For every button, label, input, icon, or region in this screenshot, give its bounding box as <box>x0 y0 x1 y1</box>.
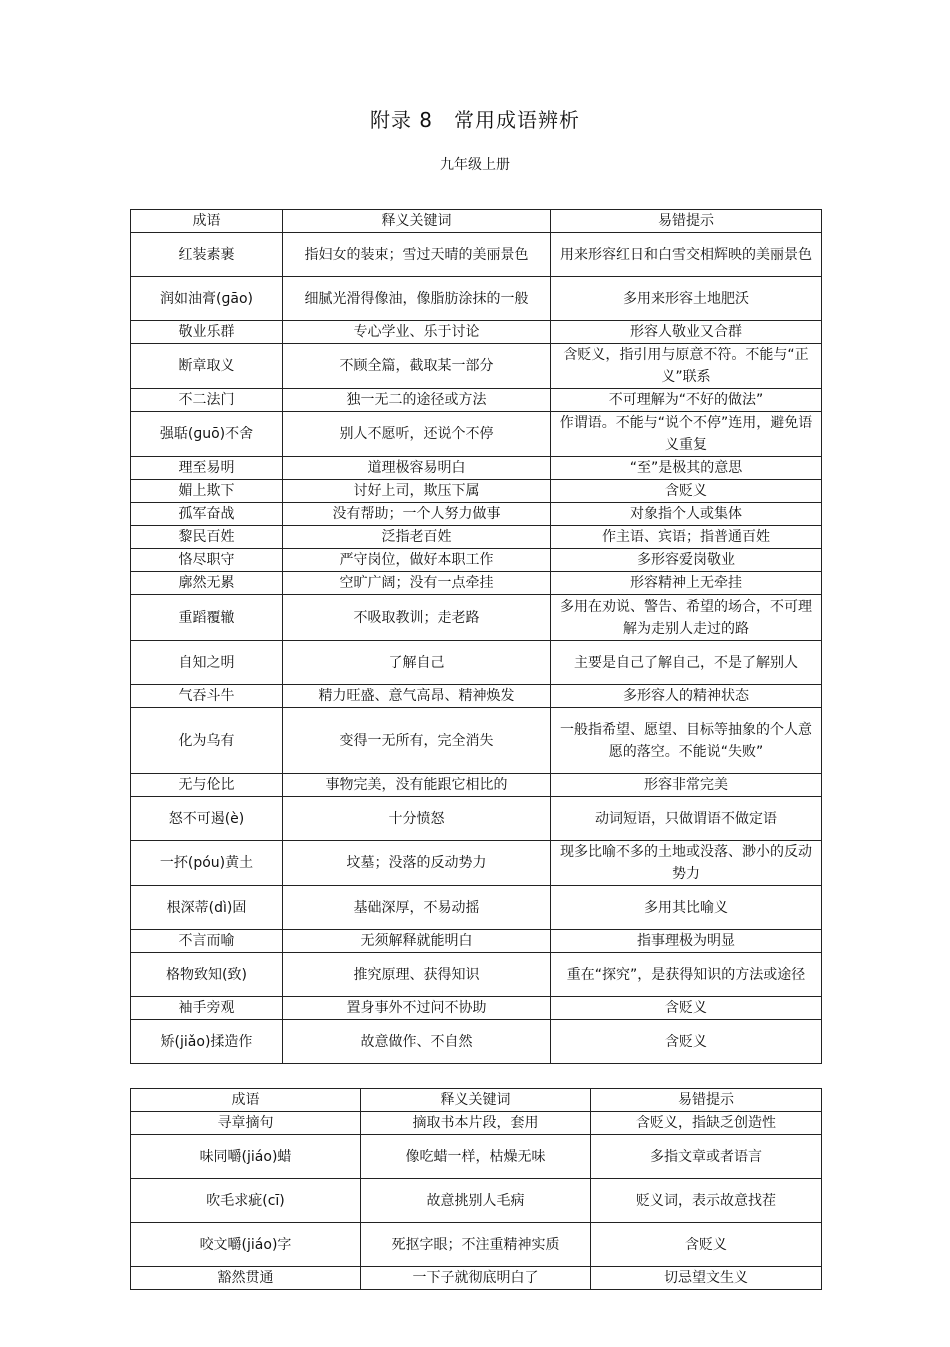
tip-cell: 形容非常完美 <box>551 774 822 797</box>
meaning-cell: 摘取书本片段，套用 <box>361 1112 591 1135</box>
idiom-cell: 黎民百姓 <box>131 526 283 549</box>
table-row <box>131 457 822 480</box>
idiom-cell: 不二法门 <box>131 389 283 412</box>
idiom-cell: 自知之明 <box>131 641 283 685</box>
idiom-cell: 吹毛求疵(cī) <box>131 1179 361 1223</box>
table-row <box>131 389 822 412</box>
idiom-cell: 咬文嚼(jiáo)字 <box>131 1223 361 1267</box>
meaning-cell: 没有帮助；一个人努力做事 <box>283 503 551 526</box>
tip-cell: 不可理解为“不好的做法” <box>551 389 822 412</box>
tip-cell: 用来形容红日和白雪交相辉映的美丽景色 <box>551 233 822 277</box>
table-row <box>131 595 822 641</box>
table-row <box>131 1179 822 1223</box>
idiom-cell: 重蹈覆辙 <box>131 595 283 641</box>
table-row <box>131 774 822 797</box>
tip-cell: 形容精神上无牵挂 <box>551 572 822 595</box>
tip-cell: 含贬义 <box>551 1020 822 1064</box>
meaning-cell: 专心学业、乐于讨论 <box>283 321 551 344</box>
meaning-cell: 死抠字眼；不注重精神实质 <box>361 1223 591 1267</box>
meaning-cell: 推究原理、获得知识 <box>283 953 551 997</box>
column-header: 释义关键词 <box>361 1089 591 1112</box>
tip-cell: 多用来形容土地肥沃 <box>551 277 822 321</box>
idiom-cell: 袖手旁观 <box>131 997 283 1020</box>
table-row <box>131 1020 822 1064</box>
page-title: 附录 8 常用成语辨析 <box>369 108 581 132</box>
tip-cell: 作主语、宾语；指普通百姓 <box>551 526 822 549</box>
table-row <box>131 641 822 685</box>
idiom-cell: 根深蒂(dì)固 <box>131 886 283 930</box>
table-row <box>131 708 822 774</box>
idiom-cell: 断章取义 <box>131 344 283 389</box>
table-row <box>131 572 822 595</box>
idiom-cell: 强聒(ɡuō)不舍 <box>131 412 283 457</box>
tip-cell: 多指文章或者语言 <box>591 1135 822 1179</box>
idiom-cell: 不言而喻 <box>131 930 283 953</box>
idiom-cell: 气吞斗牛 <box>131 685 283 708</box>
idiom-cell: 豁然贯通 <box>131 1267 361 1290</box>
column-header: 释义关键词 <box>283 210 551 233</box>
tip-cell: 多形容爱岗敬业 <box>551 549 822 572</box>
idiom-cell: 敬业乐群 <box>131 321 283 344</box>
table-row <box>131 526 822 549</box>
meaning-cell: 了解自己 <box>283 641 551 685</box>
table-row <box>131 344 822 389</box>
idiom-cell: 孤军奋战 <box>131 503 283 526</box>
tip-cell: 主要是自己了解自己，不是了解别人 <box>551 641 822 685</box>
column-header: 成语 <box>131 1089 361 1112</box>
table-row <box>131 1135 822 1179</box>
meaning-cell: 不吸取教训；走老路 <box>283 595 551 641</box>
idiom-table-1 <box>130 209 822 1064</box>
table-row <box>131 549 822 572</box>
idiom-cell: 无与伦比 <box>131 774 283 797</box>
tip-cell: 一般指希望、愿望、目标等抽象的个人意愿的落空。不能说“失败” <box>551 708 822 774</box>
meaning-cell: 置身事外不过问不协助 <box>283 997 551 1020</box>
table-row <box>131 841 822 886</box>
meaning-cell: 变得一无所有，完全消失 <box>283 708 551 774</box>
meaning-cell: 道理极容易明白 <box>283 457 551 480</box>
tip-cell: 多用其比喻义 <box>551 886 822 930</box>
meaning-cell: 坟墓；没落的反动势力 <box>283 841 551 886</box>
table-row <box>131 953 822 997</box>
tip-cell: 现多比喻不多的土地或没落、渺小的反动势力 <box>551 841 822 886</box>
table-row <box>131 480 822 503</box>
meaning-cell: 十分愤怒 <box>283 797 551 841</box>
table-row <box>131 412 822 457</box>
tip-cell: 作谓语。不能与“说个不停”连用，避免语义重复 <box>551 412 822 457</box>
meaning-cell: 精力旺盛、意气高昂、精神焕发 <box>283 685 551 708</box>
column-header: 易错提示 <box>591 1089 822 1112</box>
idiom-cell: 矫(jiǎo)揉造作 <box>131 1020 283 1064</box>
meaning-cell: 无须解释就能明白 <box>283 930 551 953</box>
tip-cell: 形容人敬业又合群 <box>551 321 822 344</box>
table-row <box>131 321 822 344</box>
meaning-cell: 故意挑别人毛病 <box>361 1179 591 1223</box>
column-header: 易错提示 <box>551 210 822 233</box>
table-row <box>131 277 822 321</box>
table-row <box>131 233 822 277</box>
table-header-row <box>131 1089 822 1112</box>
idiom-cell: 寻章摘句 <box>131 1112 361 1135</box>
table-header-row <box>131 210 822 233</box>
meaning-cell: 不顾全篇，截取某一部分 <box>283 344 551 389</box>
column-header: 成语 <box>131 210 283 233</box>
idiom-cell: 恪尽职守 <box>131 549 283 572</box>
table-row <box>131 503 822 526</box>
meaning-cell: 空旷广阔；没有一点牵挂 <box>283 572 551 595</box>
idiom-cell: 化为乌有 <box>131 708 283 774</box>
idiom-cell: 格物致知(致) <box>131 953 283 997</box>
tip-cell: 切忌望文生义 <box>591 1267 822 1290</box>
table-row <box>131 685 822 708</box>
meaning-cell: 基础深厚，不易动摇 <box>283 886 551 930</box>
meaning-cell: 泛指老百姓 <box>283 526 551 549</box>
tip-cell: 动词短语，只做谓语不做定语 <box>551 797 822 841</box>
tip-cell: 指事理极为明显 <box>551 930 822 953</box>
tip-cell: 含贬义 <box>551 480 822 503</box>
meaning-cell: 像吃蜡一样，枯燥无味 <box>361 1135 591 1179</box>
idiom-cell: 怒不可遏(è) <box>131 797 283 841</box>
idiom-cell: 味同嚼(jiáo)蜡 <box>131 1135 361 1179</box>
meaning-cell: 讨好上司，欺压下属 <box>283 480 551 503</box>
table-row <box>131 1223 822 1267</box>
tip-cell: 重在“探究”，是获得知识的方法或途径 <box>551 953 822 997</box>
tip-cell: 多形容人的精神状态 <box>551 685 822 708</box>
idiom-cell: 廓然无累 <box>131 572 283 595</box>
meaning-cell: 别人不愿听，还说个不停 <box>283 412 551 457</box>
meaning-cell: 指妇女的装束；雪过天晴的美丽景色 <box>283 233 551 277</box>
meaning-cell: 细腻光滑得像油，像脂肪涂抹的一般 <box>283 277 551 321</box>
table-row <box>131 797 822 841</box>
tip-cell: 含贬义 <box>591 1223 822 1267</box>
table-row <box>131 886 822 930</box>
idiom-cell: 润如油膏(ɡāo) <box>131 277 283 321</box>
meaning-cell: 独一无二的途径或方法 <box>283 389 551 412</box>
idiom-cell: 媚上欺下 <box>131 480 283 503</box>
idiom-cell: 理至易明 <box>131 457 283 480</box>
meaning-cell: 严守岗位，做好本职工作 <box>283 549 551 572</box>
meaning-cell: 故意做作、不自然 <box>283 1020 551 1064</box>
tip-cell: 含贬义 <box>551 997 822 1020</box>
meaning-cell: 事物完美，没有能跟它相比的 <box>283 774 551 797</box>
tip-cell: 对象指个人或集体 <box>551 503 822 526</box>
tip-cell: 多用在劝说、警告、希望的场合，不可理解为走别人走过的路 <box>551 595 822 641</box>
table-row <box>131 930 822 953</box>
tip-cell: 贬义词，表示故意找茬 <box>591 1179 822 1223</box>
table-row <box>131 1267 822 1290</box>
idiom-cell: 红装素裹 <box>131 233 283 277</box>
idiom-cell: 一抔(póu)黄土 <box>131 841 283 886</box>
tip-cell: 含贬义，指引用与原意不符。不能与“正义”联系 <box>551 344 822 389</box>
meaning-cell: 一下子就彻底明白了 <box>361 1267 591 1290</box>
table-row <box>131 1112 822 1135</box>
table-row <box>131 997 822 1020</box>
idiom-table-2 <box>130 1088 822 1290</box>
tip-cell: 含贬义，指缺乏创造性 <box>591 1112 822 1135</box>
tip-cell: “至”是极其的意思 <box>551 457 822 480</box>
page-subtitle: 九年级上册 <box>440 157 510 173</box>
